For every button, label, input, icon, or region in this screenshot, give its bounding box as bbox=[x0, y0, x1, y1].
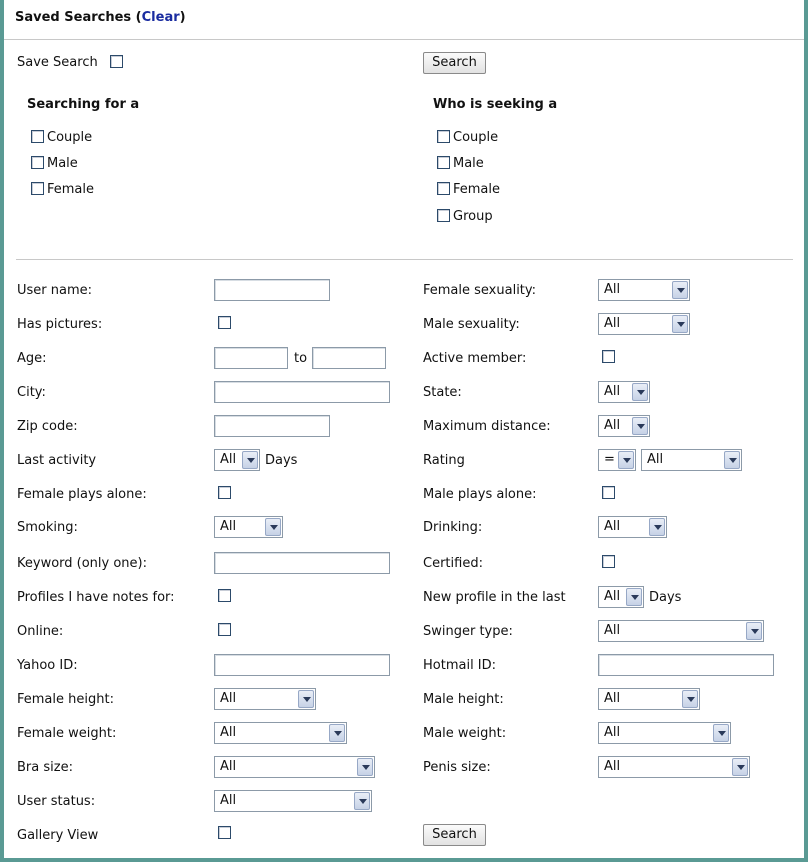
searching-for-female-checkbox[interactable] bbox=[31, 182, 44, 195]
hotmail-id-label: Hotmail ID: bbox=[423, 658, 497, 673]
has-pictures-label: Has pictures: bbox=[17, 317, 103, 332]
who-seeking-heading: Who is seeking a bbox=[433, 97, 558, 112]
user-name-label: User name: bbox=[17, 283, 93, 298]
has-pictures-checkbox[interactable] bbox=[218, 316, 231, 329]
swinger-type-label: Swinger type: bbox=[423, 624, 513, 639]
chevron-down-icon bbox=[672, 281, 688, 299]
searching-for-female-label: Female bbox=[47, 182, 95, 197]
who-seeking-group-label: Group bbox=[453, 209, 493, 224]
drinking-select[interactable]: All bbox=[598, 516, 667, 538]
age-from-input[interactable] bbox=[214, 347, 288, 369]
user-status-select[interactable]: All bbox=[214, 790, 372, 812]
chevron-down-icon bbox=[354, 792, 370, 810]
state-select[interactable]: All bbox=[598, 381, 650, 403]
searching-for-couple-label: Couple bbox=[47, 130, 93, 145]
chevron-down-icon bbox=[732, 758, 748, 776]
keyword-input[interactable] bbox=[214, 552, 390, 574]
penis-size-label: Penis size: bbox=[423, 760, 491, 775]
chevron-down-icon bbox=[649, 518, 665, 536]
male-sexuality-label: Male sexuality: bbox=[423, 317, 520, 332]
new-profile-days-label: Days bbox=[649, 590, 682, 605]
saved-searches-header bbox=[4, 0, 804, 40]
chevron-down-icon bbox=[632, 417, 648, 435]
profiles-notes-label: Profiles I have notes for: bbox=[17, 590, 175, 605]
chevron-down-icon bbox=[672, 315, 688, 333]
female-height-select[interactable]: All bbox=[214, 688, 316, 710]
searching-for-male-checkbox[interactable] bbox=[31, 156, 44, 169]
rating-label: Rating bbox=[423, 453, 465, 468]
search-button-bottom[interactable]: Search bbox=[423, 824, 486, 846]
max-distance-select[interactable]: All bbox=[598, 415, 650, 437]
clear-link[interactable]: Clear bbox=[141, 10, 180, 25]
zip-code-input[interactable] bbox=[214, 415, 330, 437]
chevron-down-icon bbox=[298, 690, 314, 708]
chevron-down-icon bbox=[626, 588, 642, 606]
chevron-down-icon bbox=[357, 758, 373, 776]
chevron-down-icon bbox=[242, 451, 258, 469]
female-height-label: Female height: bbox=[17, 692, 114, 707]
section-divider bbox=[16, 259, 793, 260]
online-checkbox[interactable] bbox=[218, 623, 231, 636]
female-sexuality-label: Female sexuality: bbox=[423, 283, 537, 298]
female-weight-label: Female weight: bbox=[17, 726, 117, 741]
gallery-view-checkbox[interactable] bbox=[218, 826, 231, 839]
female-plays-alone-checkbox[interactable] bbox=[218, 486, 231, 499]
yahoo-id-input[interactable] bbox=[214, 654, 390, 676]
rating-operator-select[interactable]: = bbox=[598, 449, 636, 471]
female-sexuality-select[interactable]: All bbox=[598, 279, 690, 301]
user-name-input[interactable] bbox=[214, 279, 330, 301]
certified-label: Certified: bbox=[423, 556, 483, 571]
state-label: State: bbox=[423, 385, 462, 400]
penis-size-select[interactable]: All bbox=[598, 756, 750, 778]
online-label: Online: bbox=[17, 624, 64, 639]
male-sexuality-select[interactable]: All bbox=[598, 313, 690, 335]
male-height-select[interactable]: All bbox=[598, 688, 700, 710]
hotmail-id-input[interactable] bbox=[598, 654, 774, 676]
active-member-checkbox[interactable] bbox=[602, 350, 615, 363]
who-seeking-couple-checkbox[interactable] bbox=[437, 130, 450, 143]
who-seeking-couple-label: Couple bbox=[453, 130, 499, 145]
swinger-type-select[interactable]: All bbox=[598, 620, 764, 642]
chevron-down-icon bbox=[682, 690, 698, 708]
male-height-label: Male height: bbox=[423, 692, 504, 707]
age-label: Age: bbox=[17, 351, 47, 366]
last-activity-label: Last activity bbox=[17, 453, 97, 468]
male-weight-select[interactable]: All bbox=[598, 722, 731, 744]
male-plays-alone-label: Male plays alone: bbox=[423, 487, 537, 502]
max-distance-label: Maximum distance: bbox=[423, 419, 551, 434]
search-button-top[interactable]: Search bbox=[423, 52, 486, 74]
city-input[interactable] bbox=[214, 381, 390, 403]
profiles-notes-checkbox[interactable] bbox=[218, 589, 231, 602]
chevron-down-icon bbox=[329, 724, 345, 742]
new-profile-label: New profile in the last bbox=[423, 590, 566, 605]
new-profile-select[interactable]: All bbox=[598, 586, 644, 608]
chevron-down-icon bbox=[618, 451, 634, 469]
gallery-view-label: Gallery View bbox=[17, 828, 99, 843]
saved-searches-title: Saved Searches (Clear) bbox=[15, 10, 186, 25]
chevron-down-icon bbox=[265, 518, 281, 536]
drinking-label: Drinking: bbox=[423, 520, 483, 535]
yahoo-id-label: Yahoo ID: bbox=[17, 658, 78, 673]
chevron-down-icon bbox=[713, 724, 729, 742]
chevron-down-icon bbox=[724, 451, 740, 469]
bra-size-select[interactable]: All bbox=[214, 756, 375, 778]
who-seeking-group-checkbox[interactable] bbox=[437, 209, 450, 222]
zip-code-label: Zip code: bbox=[17, 419, 78, 434]
save-search-label: Save Search bbox=[17, 55, 98, 70]
rating-value-select[interactable]: All bbox=[641, 449, 742, 471]
who-seeking-female-checkbox[interactable] bbox=[437, 182, 450, 195]
save-search-checkbox[interactable] bbox=[110, 55, 123, 68]
last-activity-days-label: Days bbox=[265, 453, 298, 468]
smoking-select[interactable]: All bbox=[214, 516, 283, 538]
female-weight-select[interactable]: All bbox=[214, 722, 347, 744]
male-plays-alone-checkbox[interactable] bbox=[602, 486, 615, 499]
searching-for-couple-checkbox[interactable] bbox=[31, 130, 44, 143]
chevron-down-icon bbox=[632, 383, 648, 401]
keyword-label: Keyword (only one): bbox=[17, 556, 147, 571]
age-to-label: to bbox=[294, 351, 308, 366]
city-label: City: bbox=[17, 385, 46, 400]
certified-checkbox[interactable] bbox=[602, 555, 615, 568]
user-status-label: User status: bbox=[17, 794, 96, 809]
female-plays-alone-label: Female plays alone: bbox=[17, 487, 147, 502]
who-seeking-female-label: Female bbox=[453, 182, 501, 197]
bra-size-label: Bra size: bbox=[17, 760, 73, 775]
who-seeking-male-checkbox[interactable] bbox=[437, 156, 450, 169]
who-seeking-male-label: Male bbox=[453, 156, 484, 171]
smoking-label: Smoking: bbox=[17, 520, 78, 535]
age-to-input[interactable] bbox=[312, 347, 386, 369]
active-member-label: Active member: bbox=[423, 351, 527, 366]
searching-for-male-label: Male bbox=[47, 156, 78, 171]
male-weight-label: Male weight: bbox=[423, 726, 507, 741]
last-activity-select[interactable]: All bbox=[214, 449, 260, 471]
chevron-down-icon bbox=[746, 622, 762, 640]
searching-for-heading: Searching for a bbox=[27, 97, 140, 112]
